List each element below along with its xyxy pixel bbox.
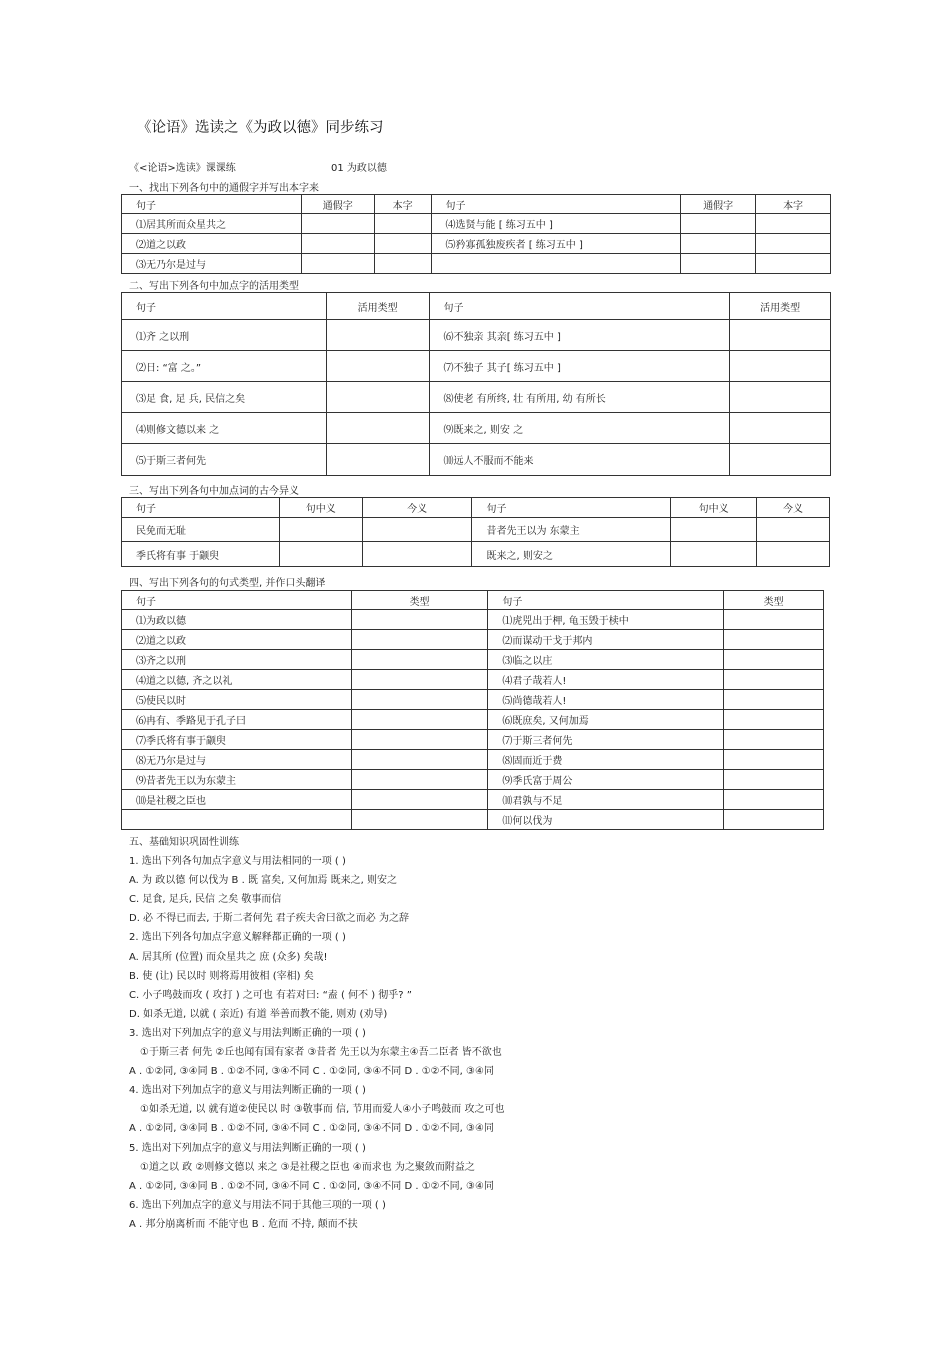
answer-cell[interactable] bbox=[362, 542, 472, 567]
table-row bbox=[122, 214, 831, 234]
question-line: 3. 选出对下列加点字的意义与用法判断正确的一项 ( ) bbox=[129, 1027, 366, 1039]
answer-cell[interactable] bbox=[351, 630, 488, 650]
table-row bbox=[122, 790, 824, 810]
sentence-cell: ⑸矜寡孤独废疾者 [ 练习五中 ] bbox=[431, 234, 681, 254]
table-row bbox=[122, 770, 824, 790]
header-cell: 今义 bbox=[362, 498, 472, 518]
sentence-cell: ⑵日: “富 之。” bbox=[122, 351, 327, 382]
sentence-cell: 昔者先王以为 东蒙主 bbox=[472, 518, 671, 542]
table-row bbox=[122, 630, 824, 650]
sentence-cell: ⑹不独亲 其亲[ 练习五中 ] bbox=[429, 320, 730, 351]
table-row bbox=[122, 650, 824, 670]
section2-heading: 二、写出下列各句中加点字的活用类型 bbox=[129, 281, 299, 292]
sentence-cell: 民免而无耻 bbox=[122, 518, 280, 542]
sentence-cell: ⑶无乃尔是过与 bbox=[122, 254, 302, 274]
table-row bbox=[122, 444, 831, 476]
sentence-cell: ⑺季氏将有事于颛臾 bbox=[122, 730, 352, 750]
header-cell: 句子 bbox=[488, 591, 724, 610]
sentence-cell: ⑶足 食, 足 兵, 民信之矣 bbox=[122, 382, 327, 413]
section4-heading: 四、写出下列各句的句式类型, 并作口头翻译 bbox=[129, 578, 326, 589]
sentence-cell: 季氏将有事 于颛臾 bbox=[122, 542, 280, 567]
sentence-cell: ⑷君子哉若人! bbox=[488, 670, 724, 690]
answer-cell[interactable] bbox=[351, 710, 488, 730]
answer-cell[interactable] bbox=[681, 254, 756, 274]
question-line: ①于斯三者 何先 ②丘也闻有国有家者 ③昔者 先王以为东蒙主④吾二臣者 皆不欲也 bbox=[140, 1047, 502, 1058]
header-cell: 句子 bbox=[429, 293, 730, 320]
table-row bbox=[122, 810, 824, 830]
sentence-cell bbox=[122, 810, 352, 830]
question-line: C. 足食, 足兵, 民信 之矣 敬事而信 bbox=[129, 894, 282, 906]
sentence-cell: ⑺于斯三者何先 bbox=[488, 730, 724, 750]
sentence-cell: ⑼季氏富于周公 bbox=[488, 770, 724, 790]
table-row bbox=[122, 254, 831, 274]
table-row bbox=[122, 750, 824, 770]
sentence-cell: ⑻固而近于费 bbox=[488, 750, 724, 770]
header-cell: 本字 bbox=[374, 195, 431, 214]
question-line: A . ①②同, ③④同 B . ①②不同, ③④不同 C . ①②同, ③④不同 D . ①②不同, ③④同 bbox=[129, 1180, 494, 1192]
table-header-row bbox=[122, 195, 831, 214]
answer-cell[interactable] bbox=[301, 214, 374, 234]
answer-cell[interactable] bbox=[279, 518, 362, 542]
sentence-cell: ⑹冉有、季路见于孔子曰 bbox=[122, 710, 352, 730]
sentence-cell: ⑸于斯三者何先 bbox=[122, 444, 327, 476]
table-header-row bbox=[122, 498, 830, 518]
question-line: 5. 选出对下列加点字的意义与用法判断正确的一项 ( ) bbox=[129, 1142, 366, 1154]
sentence-cell: ⑹既庶矣, 又何加焉 bbox=[488, 710, 724, 730]
sentence-cell bbox=[431, 254, 681, 274]
answer-cell[interactable] bbox=[326, 320, 429, 351]
answer-cell[interactable] bbox=[671, 542, 757, 567]
answer-cell[interactable] bbox=[374, 254, 431, 274]
section3-heading: 三、写出下列各句中加点词的古今异义 bbox=[129, 486, 299, 497]
section4-table bbox=[121, 590, 824, 830]
answer-cell[interactable] bbox=[374, 214, 431, 234]
page-title: 《论语》选读之《为政以德》同步练习 bbox=[137, 120, 384, 136]
answer-cell[interactable] bbox=[351, 690, 488, 710]
header-cell: 通假字 bbox=[681, 195, 756, 214]
header-cell: 通假字 bbox=[301, 195, 374, 214]
sentence-cell: ⑼既来之, 则安 之 bbox=[429, 413, 730, 444]
sentence-cell: ⑴为政以德 bbox=[122, 610, 352, 630]
answer-cell[interactable] bbox=[724, 770, 824, 790]
question-line: 6. 选出下列加点字的意义与用法不同于其他三项的一项 ( ) bbox=[129, 1199, 386, 1211]
sentence-cell: ⑽远人不服而不能来 bbox=[429, 444, 730, 476]
sentence-cell: ⑺不独子 其子[ 练习五中 ] bbox=[429, 351, 730, 382]
answer-cell[interactable] bbox=[724, 790, 824, 810]
sentence-cell: ⑼昔者先王以为东蒙主 bbox=[122, 770, 352, 790]
sentence-cell: ⑻无乃尔是过与 bbox=[122, 750, 352, 770]
sentence-cell: ⑴齐 之以刑 bbox=[122, 320, 327, 351]
header-cell: 活用类型 bbox=[730, 293, 831, 320]
answer-cell[interactable] bbox=[279, 542, 362, 567]
answer-cell[interactable] bbox=[730, 351, 831, 382]
answer-cell[interactable] bbox=[326, 351, 429, 382]
sentence-cell: ⑴居其所而众星共之 bbox=[122, 214, 302, 234]
header-cell: 活用类型 bbox=[326, 293, 429, 320]
question-line: ①如杀无道, 以 就有道②使民以 时 ③敬事而 信, 节用而爱人④小子鸣鼓而 攻之可也 bbox=[140, 1104, 505, 1116]
answer-cell[interactable] bbox=[351, 810, 488, 830]
header-cell: 类型 bbox=[724, 591, 824, 610]
question-line: A. 为 政以德 何以伐为 B . 既 富矣, 又何加焉 既来之, 则安之 bbox=[129, 875, 398, 887]
answer-cell[interactable] bbox=[671, 518, 757, 542]
table-row bbox=[122, 542, 830, 567]
answer-cell[interactable] bbox=[326, 413, 429, 444]
answer-cell[interactable] bbox=[724, 610, 824, 630]
table-row bbox=[122, 690, 824, 710]
section3-table bbox=[121, 497, 830, 567]
answer-cell[interactable] bbox=[724, 670, 824, 690]
sentence-cell: ⑶齐之以刑 bbox=[122, 650, 352, 670]
header-cell: 句中义 bbox=[671, 498, 757, 518]
question-line: A . 邦分崩离析而 不能守也 B . 危而 不持, 颠而不扶 bbox=[129, 1218, 358, 1230]
table-row bbox=[122, 234, 831, 254]
answer-cell[interactable] bbox=[724, 630, 824, 650]
question-line: A . ①②同, ③④同 B . ①②不同, ③④不同 C . ①②同, ③④不同 D . ①②不同, ③④同 bbox=[129, 1066, 494, 1078]
answer-cell[interactable] bbox=[301, 234, 374, 254]
header-cell: 句子 bbox=[122, 498, 280, 518]
header-cell: 句子 bbox=[472, 498, 671, 518]
answer-cell[interactable] bbox=[326, 444, 429, 476]
answer-cell[interactable] bbox=[724, 810, 824, 830]
answer-cell[interactable] bbox=[730, 413, 831, 444]
sentence-cell: ⑷则修文德以来 之 bbox=[122, 413, 327, 444]
question-line: B. 使 (让) 民以时 则将焉用彼相 (宰相) 矣 bbox=[129, 970, 314, 982]
sentence-cell: ⑵道之以政 bbox=[122, 234, 302, 254]
table-row bbox=[122, 730, 824, 750]
question-line: 1. 选出下列各句加点字意义与用法相同的一项 ( ) bbox=[129, 856, 346, 867]
sentence-cell: ⑾何以伐为 bbox=[488, 810, 724, 830]
answer-cell[interactable] bbox=[374, 234, 431, 254]
question-line: D. 如杀无道, 以就 ( 亲近) 有道 举善而教不能, 则劝 (劝导) bbox=[129, 1008, 388, 1020]
sentence-cell: ⑶临之以庄 bbox=[488, 650, 724, 670]
answer-cell[interactable] bbox=[362, 518, 472, 542]
sentence-cell: ⑵道之以政 bbox=[122, 630, 352, 650]
header-cell: 句子 bbox=[122, 293, 327, 320]
sentence-cell: ⑸使民以时 bbox=[122, 690, 352, 710]
header-cell: 句子 bbox=[122, 195, 302, 214]
answer-cell[interactable] bbox=[351, 730, 488, 750]
question-line: ①道之以 政 ②则修文德以 来之 ③是社稷之臣也 ④而求也 为之聚敛而附益之 bbox=[140, 1161, 475, 1173]
answer-cell[interactable] bbox=[730, 382, 831, 413]
sentence-cell: ⑸尚德哉若人! bbox=[488, 690, 724, 710]
answer-cell[interactable] bbox=[730, 320, 831, 351]
section5-heading: 五、基础知识巩固性训练 bbox=[129, 837, 239, 848]
sentence-cell: ⑽君孰与不足 bbox=[488, 790, 724, 810]
table-header-row bbox=[122, 293, 831, 320]
answer-cell[interactable] bbox=[326, 382, 429, 413]
answer-cell[interactable] bbox=[351, 670, 488, 690]
table-header-row bbox=[122, 591, 824, 610]
section1-table bbox=[121, 194, 831, 274]
question-line: 4. 选出对下列加点字的意义与用法判断正确的一项 ( ) bbox=[129, 1085, 366, 1097]
sentence-cell: 既来之, 则安之 bbox=[472, 542, 671, 567]
sentence-cell: ⑵而谋动干戈于邦内 bbox=[488, 630, 724, 650]
question-line: C. 小子鸣鼓而攻 ( 攻打 ) 之可也 有若对曰: “盍 ( 何不 ) 彻乎? ” bbox=[129, 989, 412, 1001]
section1-heading: 一、找出下列各句中的通假字并写出本字来 bbox=[129, 183, 319, 194]
answer-cell[interactable] bbox=[724, 750, 824, 770]
table-row bbox=[122, 382, 831, 413]
answer-cell[interactable] bbox=[724, 690, 824, 710]
answer-cell[interactable] bbox=[301, 254, 374, 274]
answer-cell[interactable] bbox=[351, 650, 488, 670]
question-line: D. 必 不得已而去, 于斯二者何先 君子疾夫舍曰欲之而必 为之辞 bbox=[129, 913, 409, 925]
table-row bbox=[122, 351, 831, 382]
answer-cell[interactable] bbox=[756, 254, 831, 274]
answer-cell[interactable] bbox=[351, 770, 488, 790]
table-row bbox=[122, 610, 824, 630]
answer-cell[interactable] bbox=[756, 234, 831, 254]
subtitle-book: 《<论语>选读》课课练 bbox=[129, 163, 236, 174]
header-cell: 句子 bbox=[431, 195, 681, 214]
sentence-cell: ⑴虎兕出于柙, 龟玉毁于椟中 bbox=[488, 610, 724, 630]
answer-cell[interactable] bbox=[757, 542, 830, 567]
table-row bbox=[122, 413, 831, 444]
answer-cell[interactable] bbox=[351, 610, 488, 630]
section2-table bbox=[121, 292, 831, 476]
table-row bbox=[122, 320, 831, 351]
table-row bbox=[122, 518, 830, 542]
question-line: 2. 选出下列各句加点字意义解释都正确的一项 ( ) bbox=[129, 932, 346, 944]
header-cell: 今义 bbox=[757, 498, 830, 518]
subtitle-lesson: 01 为政以德 bbox=[331, 163, 387, 174]
answer-cell[interactable] bbox=[351, 790, 488, 810]
sentence-cell: ⑻使老 有所终, 壮 有所用, 幼 有所长 bbox=[429, 382, 730, 413]
answer-cell[interactable] bbox=[681, 234, 756, 254]
answer-cell[interactable] bbox=[681, 214, 756, 234]
question-line: A. 居其所 (位置) 而众星共之 庶 (众多) 矣哉! bbox=[129, 951, 328, 963]
answer-cell[interactable] bbox=[724, 730, 824, 750]
sentence-cell: ⑽是社稷之臣也 bbox=[122, 790, 352, 810]
answer-cell[interactable] bbox=[756, 214, 831, 234]
table-row bbox=[122, 670, 824, 690]
answer-cell[interactable] bbox=[351, 750, 488, 770]
sentence-cell: ⑷选贤与能 [ 练习五中 ] bbox=[431, 214, 681, 234]
header-cell: 句子 bbox=[122, 591, 352, 610]
answer-cell[interactable] bbox=[730, 444, 831, 476]
header-cell: 类型 bbox=[351, 591, 488, 610]
header-cell: 本字 bbox=[756, 195, 831, 214]
sentence-cell: ⑷道之以德, 齐之以礼 bbox=[122, 670, 352, 690]
question-line: A . ①②同, ③④同 B . ①②不同, ③④不同 C . ①②同, ③④不同 D . ①②不同, ③④同 bbox=[129, 1123, 494, 1135]
table-row bbox=[122, 710, 824, 730]
answer-cell[interactable] bbox=[724, 710, 824, 730]
answer-cell[interactable] bbox=[724, 650, 824, 670]
answer-cell[interactable] bbox=[757, 518, 830, 542]
header-cell: 句中义 bbox=[279, 498, 362, 518]
